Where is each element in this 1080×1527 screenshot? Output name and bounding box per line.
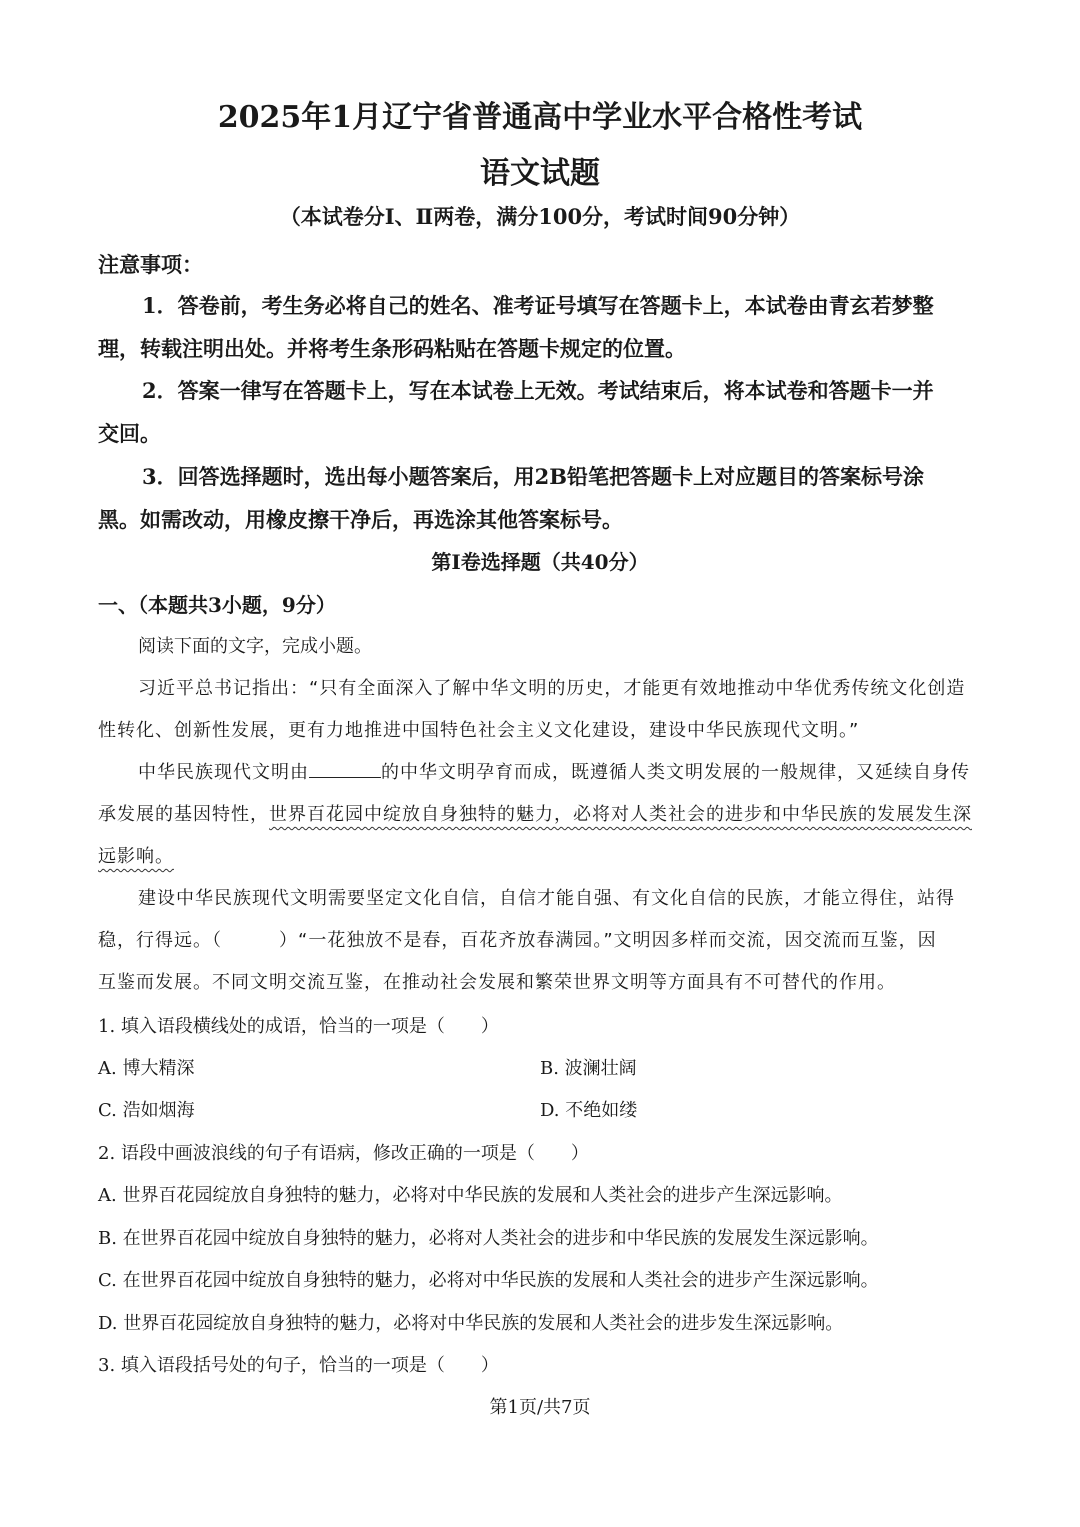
question-1: 1. 填入语段横线处的成语，恰当的一项是（ ） [98, 1016, 499, 1037]
note-2-line-2: 交回。 [98, 421, 161, 446]
passage-p2-line-1-start: 中华民族现代文明由 [138, 762, 309, 783]
passage-p1-line-2: 性转化、创新性发展，更有力地推进中国特色社会主义文化建设，建设中华民族现代文明。” [98, 720, 860, 741]
passage-p2-line-1-end: 的中华文明孕育而成，既遵循人类文明发展的一般规律，又延续自身传 [381, 762, 970, 783]
q1-option-a: A. 博大精深 [98, 1058, 195, 1079]
passage-p1-line-1: 习近平总书记指出：“只有全面深入了解中华文明的历史，才能更有效地推动中华优秀传统文化创造 [138, 678, 966, 699]
notes-heading: 注意事项： [98, 252, 203, 277]
q1-option-b: B. 波澜壮阔 [540, 1058, 637, 1079]
passage-p3-line-1: 建设中华民族现代文明需要坚定文化自信，自信才能自强、有文化自信的民族，才能立得住，站得 [138, 888, 955, 909]
q2-option-b: B. 在世界百花园中绽放自身独特的魅力，必将对人类社会的进步和中华民族的发展发生深远影响。 [98, 1228, 879, 1249]
q2-option-d: D. 世界百花园绽放自身独特的魅力，必将对中华民族的发展和人类社会的进步发生深远影响。 [98, 1313, 844, 1334]
note-3-line-1: 3．回答选择题时，选出每小题答案后，用2B铅笔把答题卡上对应题目的答案标号涂 [142, 464, 924, 489]
exam-title: 2025年1月辽宁省普通高中学业水平合格性考试 [217, 100, 863, 135]
passage-p2-line-1 [138, 758, 970, 784]
q2-option-a: A. 世界百花园绽放自身独特的魅力，必将对中华民族的发展和人类社会的进步产生深远影响。 [98, 1185, 843, 1206]
passage-p2-line-2-start: 承发展的基因特性， [98, 804, 269, 825]
passage-p3-line-3: 互鉴而发展。不同文明交流互鉴，在推动社会发展和繁荣世界文明等方面具有不可替代的作用。 [98, 972, 896, 993]
exam-info: （本试卷分Ⅰ、Ⅱ两卷，满分100分，考试时间90分钟） [279, 204, 801, 229]
note-3-line-2: 黑。如需改动，用橡皮擦干净后，再选涂其他答案标号。 [98, 507, 623, 532]
instruction: 阅读下面的文字，完成小题。 [138, 636, 372, 657]
note-1-line-1: 1．答卷前，考生务必将自己的姓名、准考证号填写在答题卡上，本试卷由青玄若梦整 [142, 293, 934, 318]
wavy-underlined-sentence-end: 远影响。 [98, 846, 174, 867]
q1-option-c: C. 浩如烟海 [98, 1100, 195, 1121]
subject-title: 语文试题 [480, 156, 600, 191]
passage-p2-line-3 [98, 842, 174, 868]
page-footer: 第1页/共7页 [489, 1397, 591, 1418]
q1-option-d: D. 不绝如缕 [540, 1100, 638, 1121]
passage-p3-line-2: 稳，行得远。（ ）“一花独放不是春，百花齐放春满园。”文明因多样而交流，因交流而互鉴，因 [98, 930, 937, 951]
question-3: 3. 填入语段括号处的句子，恰当的一项是（ ） [98, 1355, 499, 1376]
q2-option-c: C. 在世界百花园中绽放自身独特的魅力，必将对中华民族的发展和人类社会的进步产生深远影响。 [98, 1270, 879, 1291]
wavy-underlined-sentence: 世界百花园中绽放自身独特的魅力，必将对人类社会的进步和中华民族的发展发生深 [269, 804, 972, 825]
note-1-line-2: 理，转载注明出处。并将考生条形码粘贴在答题卡规定的位置。 [98, 336, 686, 361]
idiom-blank [309, 759, 381, 778]
question-2: 2. 语段中画波浪线的句子有语病，修改正确的一项是（ ） [98, 1143, 589, 1164]
passage-p2-line-2 [98, 800, 972, 826]
section-title: 第Ⅰ卷选择题（共40分） [431, 550, 649, 574]
note-2-line-1: 2．答案一律写在答题卡上，写在本试卷上无效。考试结束后，将本试卷和答题卡一并 [142, 378, 934, 403]
part-title: 一、（本题共3小题，9分） [98, 593, 336, 617]
